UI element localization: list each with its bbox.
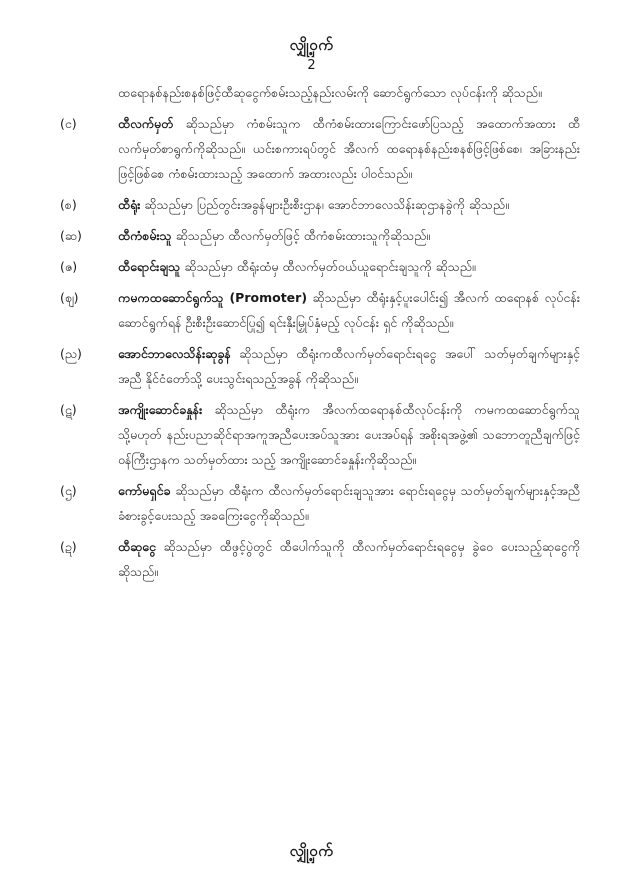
item-term: အကျိုးဆောင်ခနှုန်း xyxy=(118,402,203,417)
page-number: 2 xyxy=(307,58,316,73)
item-term: ထီဆုငွေ xyxy=(118,539,156,554)
item-text: ဆိုသည်မှာ ထီဖွင့်ပွဲတွင် ထီပေါက်သူကို ထီလက်မှတ်ရောင်းရငွေမှ ခွဲဝေ ပေးသည့်ဆုငွေကိုဆိုသည်။ xyxy=(118,539,580,579)
item-term: အောင်ဘာလေသိန်းဆုခွန် xyxy=(118,346,231,361)
item-label: (ဍ) xyxy=(60,539,77,554)
item-label: (ဆ) xyxy=(60,228,82,243)
item-label: (ည) xyxy=(60,346,82,361)
item-label: (င) xyxy=(60,116,77,131)
definition-item-ttha xyxy=(60,478,580,528)
item-label: (ဈ) xyxy=(60,290,79,305)
definition-item-dda xyxy=(60,534,580,584)
item-text: ဆိုသည်မှာ ထီရုံးနှင့်ပူးပေါင်း၍ အီလက် ထရောနစ် လုပ်ငန်းဆောင်ရွက်ရန် ဦးစီးဦးဆောင်ပြု၍ ရင်းနှီးမြှုပ်နှံမည့် လုပ်ငန်း ရှင် ကိုဆိုသည်။ xyxy=(118,290,581,330)
classification-footer: လျှို့ဝှက် xyxy=(289,842,334,860)
item-label: (ဇ) xyxy=(60,259,78,274)
definition-item-nya xyxy=(60,341,580,391)
definition-item-za xyxy=(60,254,580,279)
item-term: ထီကံစမ်းသူ xyxy=(118,228,172,243)
definition-item-nga xyxy=(60,111,580,186)
item-label: (ဋ) xyxy=(60,402,77,417)
item-term: ထီရုံး xyxy=(118,197,141,212)
item-text: ဆိုသည်မှာ ထီလက်မှတ်ဖြင့် ထီကံစမ်းထားသူကိုဆိုသည်။ xyxy=(171,228,431,243)
definition-item-zha xyxy=(60,285,581,335)
classification-header: လျှို့ဝှက် xyxy=(289,36,334,54)
item-label: (စ) xyxy=(60,197,77,212)
definition-item-sa xyxy=(60,192,580,217)
item-text: ဆိုသည်မှာ ထီရုံးထံမှ ထီလက်မှတ်ဝယ်ယူရောင်းချသူကို ဆိုသည်။ xyxy=(180,259,476,274)
definition-item-tta xyxy=(60,397,580,472)
item-text: ဆိုသည်မှာ ထီရုံးက အီလက်ထရောနစ်ထီလုပ်ငန်းကို ကမကထဆောင်ရွက်သူ သို့မဟုတ် နည်းပညာဆိုင်ရာအကူအညီပေးအပ်သူအား ပေးအပ်ရန် အစိုးရအဖွဲ့၏ သဘောတူညီချက်ဖြင့် ဝန်ကြီးဌာနက သတ်မှတ်ထား သည့် အကျိုးဆောင်ခနှုန်းကိုဆိုသည်။ xyxy=(118,402,580,467)
item-text: ဆိုသည်မှာ ထီရုံးကထီလက်မှတ်ရောင်းရငွေ အပေါ် သတ်မှတ်ချက်များနှင့်အညီ နိုင်ငံတော်သို့ ပေးသွင်းရသည့်အခွန် ကိုဆိုသည်။ xyxy=(118,346,580,386)
item-term: ကော်မရှင်ခ xyxy=(118,483,171,498)
item-text: ဆိုသည်မှာ ထီရုံးက ထီလက်မှတ်ရောင်းချသူအား ရောင်းရငွေမှ သတ်မှတ်ချက်များနှင့်အညီ ခံစားခွင့်ပေးသည့် အခကြေးငွေကိုဆိုသည်။ xyxy=(118,483,580,523)
item-term: ကမကထဆောင်ရွက်သူ (Promoter) xyxy=(118,290,308,305)
definition-item-hsa xyxy=(60,223,580,248)
item-text: ဆိုသည်မှာ ပြည်တွင်းအခွန်များဦးစီးဌာန၊ အောင်ဘာလေသိန်းဆုဌာနခွဲကို ဆိုသည်။ xyxy=(140,197,509,212)
item-term: ထီရောင်းချသူ xyxy=(118,259,181,274)
item-label: (ဌ) xyxy=(60,483,77,498)
document-body xyxy=(60,80,581,590)
intro-paragraph: ထရောနစ်နည်းစနစ်ဖြင့်ထီဆုငွေက်စမ်းသည့်နည်းလမ်းကို ဆောင်ရွက်သော လုပ်ငန်းကို ဆိုသည်။ xyxy=(118,85,542,100)
item-text: ဆိုသည်မှာ ကံစမ်းသူက ထီကံစမ်းထားကြောင်းဖော်ပြသည့် အထောက်အထား ထီလက်မှတ်စာရွက်ကိုဆိုသည်။ ယင်းစကားရပ်တွင် အီလက် ထရောနစ်နည်းစနစ်ဖြင့်ဖြစ်စေ၊ အခြားနည်းဖြင့်ဖြစ်စေ ကံစမ်းထားသည့် အထောက် အထားလည်း ပါဝင်သည်။ xyxy=(118,116,580,181)
item-term: ထီလက်မှတ် xyxy=(118,116,174,131)
